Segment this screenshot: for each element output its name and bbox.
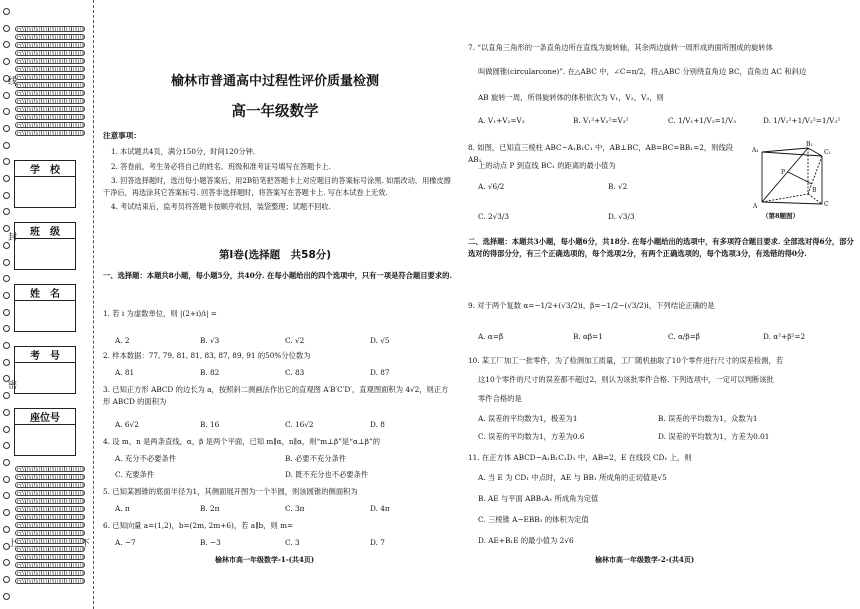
option: D. 7 (370, 538, 385, 547)
notice-item: 1. 本试题共4页，满分150分，时间120分钟. (111, 147, 256, 156)
question-1: 1. 若 i 为虚数单位，则 |(2+i)/i| = (103, 309, 217, 318)
school-label: 学 校 (15, 161, 75, 177)
question-5: 5. 已知某圆锥的底面半径为1，其侧面展开图为一个半圆，则该圆锥的侧面积为 (103, 487, 358, 496)
question-10-options-row1 (478, 414, 838, 424)
option: B. V₁²+V₂²=V₃² (573, 116, 629, 125)
question-10-line2: 这10个零件的尺寸的误差都不超过2，则认为该批零件合格. 下列选项中，一定可以判断该批 (478, 375, 774, 384)
notice-item: 4. 考试结束后，监考员将答题卡按顺序收回，装袋整理；试题不回收. (111, 202, 331, 212)
option: C. 1/V₁+1/V₂=1/V₃ (668, 116, 737, 125)
oval-pattern-bottom (15, 466, 85, 584)
question-6-options (115, 538, 455, 547)
option: D. 误差的平均数为1，方差为0.01 (658, 432, 770, 441)
option: C. 83 (285, 368, 305, 377)
cut-mark-down: 下 (79, 538, 89, 547)
seat-box (14, 408, 76, 456)
notice-list (103, 146, 455, 216)
point-label: A₁ (752, 147, 759, 154)
question-8-options-row2 (478, 212, 738, 221)
option: B. −3 (200, 538, 221, 547)
option: C. 2√3/3 (478, 212, 509, 221)
question-9-options (478, 332, 858, 341)
name-box (14, 284, 76, 332)
cut-mark-up: 上 (6, 538, 16, 547)
option: D. 8 (370, 420, 385, 429)
option: B. 2π (200, 504, 220, 513)
question-5-options (115, 504, 455, 513)
question-10-options-row2 (478, 432, 838, 442)
option: B. 误差的平均数为1，众数为1 (658, 414, 758, 423)
question-11-option-d: D. AE+B₁E 的最小值为 2√6 (478, 536, 574, 545)
question-2-options (115, 368, 455, 377)
exam-title: 榆林市普通高中过程性评价质量检测 (170, 74, 379, 89)
option: A. 81 (115, 368, 135, 377)
question-8-line1: 8. 如图，已知直三棱柱 ABC−A₁B₁C₁ 中，AB⊥BC，AB=BC=BB₁=2，则线段 AB₁ (468, 143, 734, 164)
exam-number-label: 考 号 (15, 347, 75, 363)
option: A. 误差的平均数为1，极差为1 (478, 414, 578, 423)
cut-mark-seal: 封 (6, 232, 16, 241)
option: D. 1/V₁²+1/V₂²=1/V₃² (763, 116, 841, 125)
point-label: C₁ (824, 149, 831, 156)
question-7-line3: AB 旋转一周，所得旋转体的体积依次为 V₁，V₂，V₃，则 (478, 93, 664, 102)
class-label: 班 级 (15, 223, 75, 239)
question-11-option-b: B. AE 与平面 ABB₁A₁ 所成角为定值 (478, 494, 599, 503)
question-11-option-c: C. 三棱锥 A−EBB₁ 的体积为定值 (478, 515, 589, 524)
point-label: B₁ (806, 141, 813, 148)
notice-heading: 注意事项： (103, 131, 141, 140)
option: D. √3/3 (608, 212, 635, 221)
footer-right: 榆林市高一年级数学-2-(共4页) (595, 555, 695, 564)
school-box (14, 160, 76, 208)
question-7-options (478, 116, 858, 125)
option: C. 3π (285, 504, 305, 513)
option: B. √2 (608, 182, 628, 191)
cut-mark-secret: 密 (6, 380, 16, 389)
binding-holes (0, 8, 12, 600)
question-3-options (115, 420, 455, 429)
option: A. π (115, 504, 130, 513)
point-label: P (781, 169, 786, 176)
option: A. 6√2 (115, 420, 139, 429)
class-box (14, 222, 76, 270)
option: C. √2 (285, 336, 305, 345)
option: B. 16 (200, 420, 220, 429)
option: C. α/β=β̄ (668, 332, 700, 341)
option: D. 87 (370, 368, 390, 377)
option: C. 充要条件 (115, 470, 155, 479)
question-2: 2. 样本数据：77, 79, 81, 81, 83, 87, 89, 91 的50%分位数为 (103, 351, 311, 360)
question-10-line3: 零件合格的是 (478, 394, 522, 403)
exam-number-box (14, 346, 76, 394)
option: A. V₁+V₂=V₃ (478, 116, 525, 125)
section-one-heading: 一、选择题：本题共8小题，每小题5分，共40分. 在每小题给出的四个选项中，只有一项是符合题目要求的. (103, 271, 452, 280)
point-label: B (812, 187, 817, 194)
prism-figure (750, 140, 834, 212)
question-3: 3. 已知正方形 ABCD 的边长为 a，按照斜二测画法作出它的直观图 A′B′C′D′，直观图面积为 4√2，则正方形 ABCD 的面积为 (103, 385, 449, 406)
question-11: 11. 在正方体 ABCD−A₁B₁C₁D₁ 中，AB=2，E 在线段 CD₁ 上，则 (468, 453, 692, 462)
option: C. 误差的平均数为1，方差为0.6 (478, 432, 585, 441)
name-label: 姓 名 (15, 285, 75, 301)
question-4-options-row1 (115, 454, 455, 464)
question-6: 6. 已知向量 a=(1,2)，b=(2m, 2m+6)，若 a∥b，则 m= (103, 521, 294, 530)
cut-mark-line: 线 (6, 76, 16, 85)
question-7-line2: 叫做圆锥(circularcone)”. 在△ABC 中，∠C=π/2，将△ABC 分别绕直角边 BC，直角边 AC 和斜边 (478, 67, 807, 76)
option: A. 2 (115, 336, 130, 345)
cut-line (93, 0, 94, 609)
option: B. 必要不充分条件 (285, 454, 347, 463)
oval-pattern-top (15, 26, 85, 136)
option: D. 既不充分也不必要条件 (285, 470, 369, 479)
question-4-options-row2 (115, 470, 455, 480)
option: A. α=β̄ (478, 332, 504, 341)
point-label: A (753, 203, 758, 210)
binding-strip (0, 0, 98, 609)
question-8-options-row1 (478, 182, 738, 191)
option: A. −7 (115, 538, 136, 547)
point-label: C (824, 201, 829, 208)
option: D. 4π (370, 504, 390, 513)
question-7-line1: 7. “以直角三角形的一条直角边所在直线为旋转轴，其余两边旋转一周形成的面所围成的旋转体 (468, 43, 773, 52)
notice-item: 3. 回答选择题时，选出每小题答案后，用2B铅笔把答题卡上对应题目的答案标号涂黑. 如需改动，用橡皮擦干净后，再选涂其它答案标号. 回答非选择题时，将答案写在答题卡上. 写在本试卷上无效. (103, 176, 451, 197)
question-10-line1: 10. 某工厂加工一批零件，为了检测加工质量，工厂随机抽取了10个零件进行尺寸的误差检测，若 (468, 356, 784, 365)
part-one-heading: 第Ⅰ卷(选择题 共58分) (218, 249, 332, 261)
notice-item: 2. 答卷前，考生务必将自己的姓名、班级和准考证号填写在答题卡上. (111, 161, 331, 171)
option: A. 充分不必要条件 (115, 454, 176, 463)
option: D. √5 (370, 336, 390, 345)
option: B. √3 (200, 336, 220, 345)
option: C. 3 (285, 538, 300, 547)
question-1-options (115, 336, 455, 345)
option: C. 16√2 (285, 420, 314, 429)
option: A. √6/2 (478, 182, 505, 191)
question-11-option-a: A. 当 E 为 CD₁ 中点时，AE 与 BB₁ 所成角的正切值是√5 (478, 473, 667, 482)
exam-subtitle: 高一年级数学 (231, 104, 319, 120)
option: B. 82 (200, 368, 220, 377)
seat-label: 座位号 (15, 409, 75, 425)
question-8-line2: 上的动点 P 到直线 BC₁ 的距离的最小值为 (478, 161, 616, 170)
question-4: 4. 设 m，n 是两条直线，α，β 是两个平面，已知 m∥α，n∥α，则“m⊥β”是“α⊥β”的 (103, 437, 380, 446)
question-9: 9. 对于两个复数 α=−1/2+(√3/2)i，β=−1/2−(√3/2)i，下列结论正确的是 (468, 301, 715, 310)
section-two-heading: 二、选择题：本题共3小题，每小题6分，共18分. 在每小题给出的选项中，有多项符合题目要求. 全部选对得6分，部分选对的得部分分，有三个正确选项的，每个选项2分，有两个正确选项的，每个选项3分，有选错的得0分. (468, 237, 854, 259)
figure-caption: （第8题图） (762, 212, 800, 220)
option: D. α²+β²=2 (763, 332, 806, 341)
option: B. αβ=1 (573, 332, 603, 341)
footer-left: 榆林市高一年级数学-1-(共4页) (215, 555, 315, 564)
